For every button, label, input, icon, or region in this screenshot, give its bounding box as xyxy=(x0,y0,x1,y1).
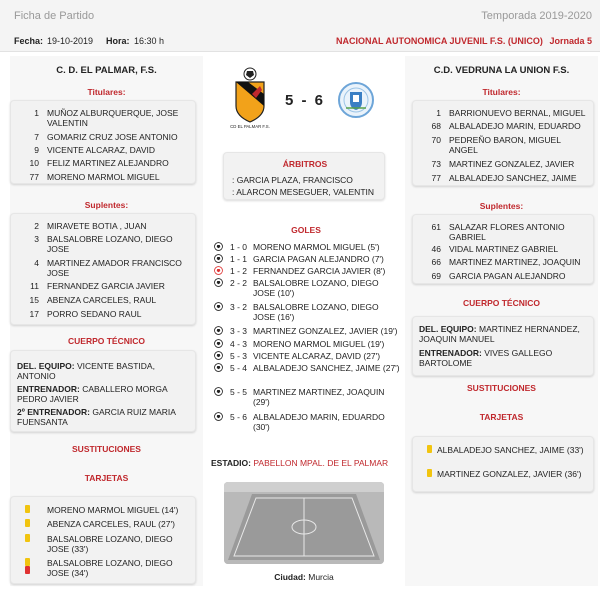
away-substitutions-title: SUSTITUCIONES xyxy=(467,383,536,393)
goal-scorer[interactable]: FERNANDEZ GARCIA JAVIER (8') xyxy=(253,266,386,276)
goal-score: 5 - 5 xyxy=(230,387,248,397)
goal-scorer[interactable]: MARTINEZ GONZALEZ, JAVIER (19') xyxy=(253,326,398,336)
away-subs-title: Suplentes: xyxy=(479,201,524,211)
home-staff-title: CUERPO TÉCNICO xyxy=(68,336,145,346)
away-score: 6 xyxy=(314,92,324,109)
yellow-card-icon xyxy=(25,558,30,566)
goal-score: 1 - 0 xyxy=(230,242,248,252)
goal-scorer[interactable]: MORENO MARMOL MIGUEL (19') xyxy=(253,339,385,349)
goal-scorer[interactable]: MARTINEZ MARTINEZ, JOAQUIN (29') xyxy=(253,387,385,407)
away-cards-box: ALBALADEJO SANCHEZ, JAIME (33') MARTINEZ GONZALEZ, JAVIER (36') xyxy=(412,436,594,492)
competition-name[interactable]: NACIONAL AUTONOMICA JUVENIL F.S. (UNICO) xyxy=(336,36,543,46)
home-substitutions-title: SUSTITUCIONES xyxy=(72,444,141,454)
staff-entry: DEL. EQUIPO: VICENTE BASTIDA, ANTONIO xyxy=(17,361,155,381)
match-score xyxy=(280,92,328,109)
home-cards-box: MORENO MARMOL MIGUEL (14') ABENZA CARCELES, RAUL (27') BALSALOBRE LOZANO, DIEGO JOSE (33') BALSALOBRE LOZANO, DIEGO JOSE (34') xyxy=(10,496,196,584)
home-cards-title: TARJETAS xyxy=(84,473,129,483)
svg-text:CD EL PALMAR F.S.: CD EL PALMAR F.S. xyxy=(230,124,270,129)
city-label: Ciudad: xyxy=(274,572,306,582)
stadium-line xyxy=(211,458,388,468)
date-label: Fecha: xyxy=(14,36,44,46)
home-subs-box: 2 MIRAVETE BOTIA , JUAN 3 BALSALOBRE LOZANO, DIEGO JOSE 4 MARTINEZ AMADOR FRANCISCO JOSE 11 FERNANDEZ GARCIA JAVIER 15 ABENZA CARCELES, RAUL 17 PORRO SEDANO RAUL xyxy=(10,213,196,325)
stadium-name[interactable]: PABELLON MPAL. DE EL PALMAR xyxy=(253,458,389,468)
goal-score: 5 - 4 xyxy=(230,363,248,373)
goal-score: 5 - 3 xyxy=(230,351,248,361)
goal-score: 1 - 2 xyxy=(230,266,248,276)
match-time: 16:30 h xyxy=(134,36,165,46)
staff-entry: 2º ENTRENADOR: GARCIA RUIZ MARIA FUENSANTA xyxy=(17,407,176,427)
goal-scorer[interactable]: BALSALOBRE LOZANO, DIEGO JOSE (10') xyxy=(253,278,379,298)
home-staff-box xyxy=(10,350,196,432)
home-score: 5 xyxy=(284,92,294,109)
away-subs-box: 61 SALAZAR FLORES ANTONIO GABRIEL 46 VIDAL MARTINEZ GABRIEL 66 MARTINEZ MARTINEZ, JOAQUIN 69 GARCIA PAGAN ALEJANDRO xyxy=(412,214,594,284)
goals-list xyxy=(210,242,410,432)
goal-score: 1 - 1 xyxy=(230,254,248,264)
home-subs-title: Suplentes: xyxy=(84,200,129,210)
goal-scorer[interactable]: GARCIA PAGAN ALEJANDRO (7') xyxy=(253,254,384,264)
home-team-logo[interactable] xyxy=(230,66,270,130)
city-name: Murcia xyxy=(308,572,334,582)
yellow-card-icon xyxy=(25,534,30,542)
season-label: Temporada 2019-2020 xyxy=(481,10,592,22)
yellow-card-icon xyxy=(427,469,432,477)
goal-scorer[interactable]: ALBALADEJO SANCHEZ, JAIME (27') xyxy=(253,363,400,373)
goal-score: 4 - 3 xyxy=(230,339,248,349)
home-team-name[interactable]: C. D. EL PALMAR, F.S. xyxy=(56,65,157,76)
time-label: Hora: xyxy=(106,36,130,46)
staff-entry: DEL. EQUIPO: MARTINEZ HERNANDEZ, JOAQUIN MANUEL xyxy=(419,324,580,344)
goal-score: 3 - 3 xyxy=(230,326,248,336)
page-header xyxy=(0,0,600,30)
away-team-name[interactable]: C.D. VEDRUNA LA UNION F.S. xyxy=(433,65,570,76)
away-cards-title: TARJETAS xyxy=(479,412,524,422)
goal-scorer[interactable]: ALBALADEJO MARIN, EDUARDO (30') xyxy=(253,412,385,432)
goal-score: 2 - 2 xyxy=(230,278,248,288)
match-info-bar xyxy=(0,30,600,52)
referees-title: ÁRBITROS xyxy=(282,159,328,169)
goal-score: 3 - 2 xyxy=(230,302,248,312)
city-line xyxy=(224,572,384,582)
away-team-logo[interactable] xyxy=(336,80,376,120)
page-title: Ficha de Partido xyxy=(14,10,95,22)
goal-scorer[interactable]: MORENO MARMOL MIGUEL (5') xyxy=(253,242,380,252)
yellow-card-icon xyxy=(25,519,30,527)
away-staff-box xyxy=(412,316,594,376)
stadium-photo xyxy=(224,482,384,564)
goal-scorer[interactable]: VICENTE ALCARAZ, DAVID (27') xyxy=(253,351,381,361)
referees-box xyxy=(223,152,385,200)
yellow-card-icon xyxy=(427,445,432,453)
red-card-icon xyxy=(25,566,30,574)
score-separator: - xyxy=(301,92,307,109)
staff-entry: ENTRENADOR: VIVES GALLEGO BARTOLOME xyxy=(419,348,553,368)
stadium-label: ESTADIO: xyxy=(211,458,251,468)
referee-name: : ALARCON MESEGUER, VALENTIN xyxy=(232,187,375,197)
away-starters-box: 1 BARRIONUEVO BERNAL, MIGUEL 68 ALBALADEJO MARIN, EDUARDO 70 PEDREÑO BARON, MIGUEL ANGEL 73 MARTINEZ GONZALEZ, JAVIER 77 ALBALADEJO SANCHEZ, JAIME xyxy=(412,100,594,186)
goals-title: GOLES xyxy=(291,225,321,235)
goal-score: 5 - 6 xyxy=(230,412,248,422)
home-starters-title: Titulares: xyxy=(87,87,126,97)
yellow-card-icon xyxy=(25,505,30,513)
referee-name: : GARCIA PLAZA, FRANCISCO xyxy=(232,175,353,185)
goal-scorer[interactable]: BALSALOBRE LOZANO, DIEGO JOSE (16') xyxy=(253,302,379,322)
away-staff-title: CUERPO TÉCNICO xyxy=(463,298,540,308)
match-date: 19-10-2019 xyxy=(47,36,94,46)
round-label: Jornada 5 xyxy=(549,36,592,46)
staff-entry: ENTRENADOR: CABALLERO MORGA PEDRO JAVIER xyxy=(17,384,168,404)
home-starters-box: 1 MUÑOZ ALBURQUERQUE, JOSE VALENTIN 7 GOMARIZ CRUZ JOSE ANTONIO 9 VICENTE ALCARAZ, DAVID 10 FELIZ MARTINEZ ALEJANDRO 77 MORENO MARMOL MIGUEL xyxy=(10,100,196,184)
away-starters-title: Titulares: xyxy=(482,87,521,97)
